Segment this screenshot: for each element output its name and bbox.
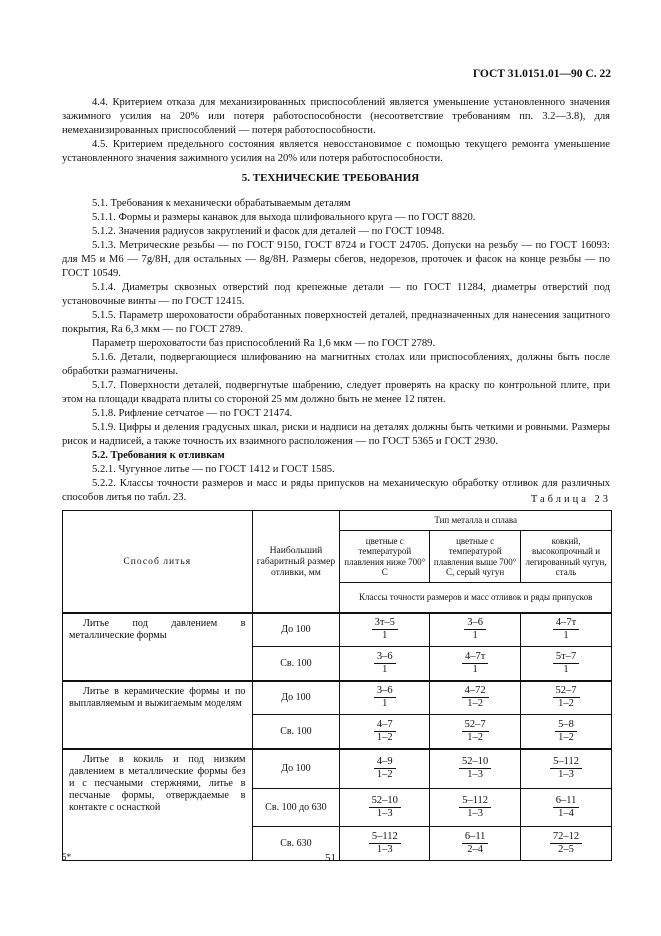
paragraph-4-4: 4.4. Критерием отказа для механизированных приспособлений является уменьшение установленного значения зажимного усилия на 20% или потеря работоспособности (несоответствие требованиям пп. 3.2—3.8), для немеханизированных приспособлений — потеря работоспособности.	[62, 97, 610, 136]
accuracy-class: 6–11	[553, 795, 580, 808]
requirements-block	[62, 197, 610, 505]
paragraph-5-1-7: 5.1.7. Поверхности деталей, подвергнутые шабрению, следует проверять на краску по контрольной плите, при этом на площади квадрата плиты со стороной 25 мм должно быть не менее 12 пятен.	[62, 380, 610, 405]
allowance-row: 1–2	[467, 698, 483, 710]
allowance-row: 2–5	[558, 844, 574, 855]
paragraph-5-1: 5.1. Требования к механически обрабатываемым деталям	[92, 198, 351, 209]
table-caption: Таблица 23	[530, 494, 611, 505]
accuracy-class: 3т–5	[372, 617, 398, 630]
paragraph-5-1-4: 5.1.4. Диаметры сквозных отверстий под крепежные детали — по ГОСТ 11284, диаметры отверстий под установочные винты — по ГОСТ 12415.	[62, 282, 610, 307]
class-fraction	[341, 685, 428, 710]
header-classes: Классы точности размеров и масс отливок и ряды припусков	[340, 583, 612, 613]
class-fraction	[431, 617, 519, 642]
accuracy-class: 5–8	[555, 719, 577, 732]
allowance-row: 1–3	[376, 808, 393, 819]
class-fraction	[431, 795, 519, 820]
paragraph-5-1-5-b: Параметр шероховатости баз приспособлений Ra 1,6 мкм — по ГОСТ 2789.	[92, 338, 436, 349]
allowance-row: 1–2	[467, 731, 483, 743]
class-fraction	[341, 756, 428, 781]
class-fraction	[341, 651, 428, 676]
accuracy-class: 3–6	[464, 617, 486, 630]
class-fraction	[522, 617, 610, 642]
accuracy-class: 3–6	[374, 651, 396, 664]
size-cell: До 100	[252, 749, 340, 789]
class-fraction	[341, 617, 428, 642]
accuracy-class: 5–112	[369, 831, 401, 844]
allowance-row: 1	[382, 663, 388, 675]
intro-block	[62, 96, 610, 166]
footer-mark: 5*	[62, 852, 71, 862]
class-fraction	[341, 795, 428, 820]
accuracy-class: 52–10	[369, 795, 401, 808]
class-fraction	[522, 651, 610, 676]
class-cell	[430, 715, 521, 749]
class-fraction	[431, 685, 519, 710]
casting-classes-table	[62, 510, 612, 861]
header-col-2: цветные с температурой плавления выше 700° С, серый чугун	[430, 531, 521, 583]
accuracy-class: 6–11	[462, 831, 489, 844]
header-size: Наибольший габаритный размер отливки, мм	[252, 511, 340, 613]
accuracy-class: 3–6	[374, 685, 396, 698]
size-cell: До 100	[252, 681, 340, 715]
paragraph-5-1-9: 5.1.9. Цифры и деления градусных шкал, риски и надписи на деталях должны быть четкими и ровными. Размеры рисок и надписей, а также точность их взаимного расположения — по ГОСТ 5365 и ГОСТ 2930.	[62, 422, 610, 447]
allowance-row: 1–3	[558, 769, 574, 781]
section-title: 5. ТЕХНИЧЕСКИЕ ТРЕБОВАНИЯ	[241, 172, 420, 184]
allowance-row: 1	[472, 663, 478, 675]
allowance-row: 1	[563, 663, 569, 675]
paragraph-5-2: 5.2. Требования к отливкам	[92, 450, 225, 461]
class-fraction	[431, 719, 519, 744]
casting-method-label: Литье под давлением в металлические формы	[69, 617, 246, 641]
allowance-row: 1–2	[376, 731, 393, 743]
casting-method-label: Литье в керамические формы и по выплавляемым и выжигаемым моделям	[69, 685, 246, 709]
document-header: ГОСТ 31.0151.01—90 С. 22	[472, 68, 611, 80]
class-cell	[521, 613, 612, 647]
class-cell	[430, 681, 521, 715]
table-row	[63, 681, 612, 715]
accuracy-class: 4–7т	[462, 651, 488, 664]
table-body	[63, 613, 612, 861]
header-metal-group: Тип металла и сплава	[340, 511, 612, 531]
accuracy-class: 5т–7	[553, 651, 579, 664]
class-cell	[521, 647, 612, 681]
class-cell	[340, 789, 430, 827]
class-fraction	[522, 795, 610, 820]
class-cell	[340, 681, 430, 715]
allowance-row: 1–3	[467, 769, 483, 781]
class-cell	[521, 789, 612, 827]
paragraph-5-2-1: 5.2.1. Чугунное литье — по ГОСТ 1412 и ГОСТ 1585.	[92, 464, 335, 475]
accuracy-class: 52–10	[459, 756, 491, 769]
accuracy-class: 5–112	[550, 756, 582, 769]
class-cell	[521, 715, 612, 749]
class-cell	[430, 613, 521, 647]
paragraph-5-1-6: 5.1.6. Детали, подвергающиеся шлифованию на магнитных столах или приспособлениях, должны быть после обработки размагничены.	[62, 352, 610, 377]
accuracy-class: 52–7	[553, 685, 580, 698]
class-cell	[340, 613, 430, 647]
allowance-row: 1–2	[558, 698, 574, 710]
casting-method-cell	[63, 749, 253, 861]
paragraph-5-1-5: 5.1.5. Параметр шероховатости обработанных поверхностей деталей, предназначенных для нанесения защитного покрытия, Ra 6,3 мкм — по ГОСТ 2789.	[62, 310, 610, 335]
paragraph-5-1-2: 5.1.2. Значения радиусов закруглений и фасок для деталей — по ГОСТ 10948.	[92, 226, 445, 237]
allowance-row: 1–3	[376, 844, 393, 855]
class-cell	[521, 681, 612, 715]
header-col-1: цветные с температурой плавления ниже 700° С	[340, 531, 430, 583]
accuracy-class: 72–12	[550, 831, 582, 844]
class-fraction	[522, 685, 610, 710]
accuracy-class: 4–9	[374, 756, 396, 769]
paragraph-5-1-1: 5.1.1. Формы и размеры канавок для выхода шлифовального круга — по ГОСТ 8820.	[92, 212, 476, 223]
class-cell	[340, 715, 430, 749]
table-row	[63, 613, 612, 647]
size-cell: Св. 100 до 630	[252, 789, 340, 827]
class-fraction	[341, 719, 428, 744]
class-cell	[340, 749, 430, 789]
accuracy-class: 4–72	[462, 685, 489, 698]
accuracy-class: 52–7	[462, 719, 489, 732]
class-fraction	[522, 719, 610, 744]
allowance-row: 1–2	[376, 769, 393, 781]
class-cell	[430, 749, 521, 789]
table-row	[63, 749, 612, 789]
size-cell: Св. 100	[252, 715, 340, 749]
accuracy-class: 4–7	[374, 719, 396, 732]
allowance-row: 1	[382, 630, 388, 642]
casting-method-label: Литье в кокиль и под низким давлением в металлические формы без и с песчаными стержнями, литье в песчаные формы, отверждаемые в контакте с оснасткой	[69, 753, 246, 813]
header-col-3: ковкий, высокопрочный и легированный чугун, сталь	[521, 531, 612, 583]
allowance-row: 1	[472, 630, 478, 642]
paragraph-5-1-8: 5.1.8. Рифление сетчатое — по ГОСТ 21474.	[92, 408, 293, 419]
class-fraction	[431, 651, 519, 676]
class-cell	[521, 749, 612, 789]
class-cell	[430, 647, 521, 681]
size-cell: Св. 100	[252, 647, 340, 681]
page-number: 51	[325, 852, 336, 864]
casting-method-cell	[63, 681, 253, 749]
class-cell	[340, 647, 430, 681]
class-fraction	[522, 756, 610, 781]
allowance-row: 1–2	[558, 731, 574, 743]
header-method: Способ литья	[63, 511, 253, 613]
allowance-row: 2–4	[467, 844, 483, 855]
accuracy-class: 4–7т	[553, 617, 579, 630]
class-fraction	[431, 756, 519, 781]
allowance-row: 1–4	[558, 808, 574, 819]
paragraph-5-1-3: 5.1.3. Метрические резьбы — по ГОСТ 9150, ГОСТ 8724 и ГОСТ 24705. Допуски на резьбу — по ГОСТ 16093: для М5 и М6 — 7g/8H, для остальных — 8g/8H. Размеры сбегов, недорезов, проточек и фасок на конце резьбы — по ГОСТ 10549.	[62, 240, 610, 279]
casting-method-cell	[63, 613, 253, 681]
allowance-row: 1–3	[467, 808, 483, 819]
paragraph-4-5: 4.5. Критерием предельного состояния является невосстановимое с помощью текущего ремонта уменьшение установленного значения зажимного усилия на 20% или потеря работоспособности.	[62, 139, 610, 164]
paragraph-5-2-2: 5.2.2. Классы точности размеров и масс и ряды припусков на механическую обработку отливок для различных способов литья по табл. 23.	[62, 478, 610, 503]
allowance-row: 1	[382, 698, 388, 710]
allowance-row: 1	[563, 630, 569, 642]
accuracy-class: 5–112	[459, 795, 491, 808]
size-cell: До 100	[252, 613, 340, 647]
class-cell	[430, 789, 521, 827]
size-cell: Св. 630	[252, 827, 340, 861]
